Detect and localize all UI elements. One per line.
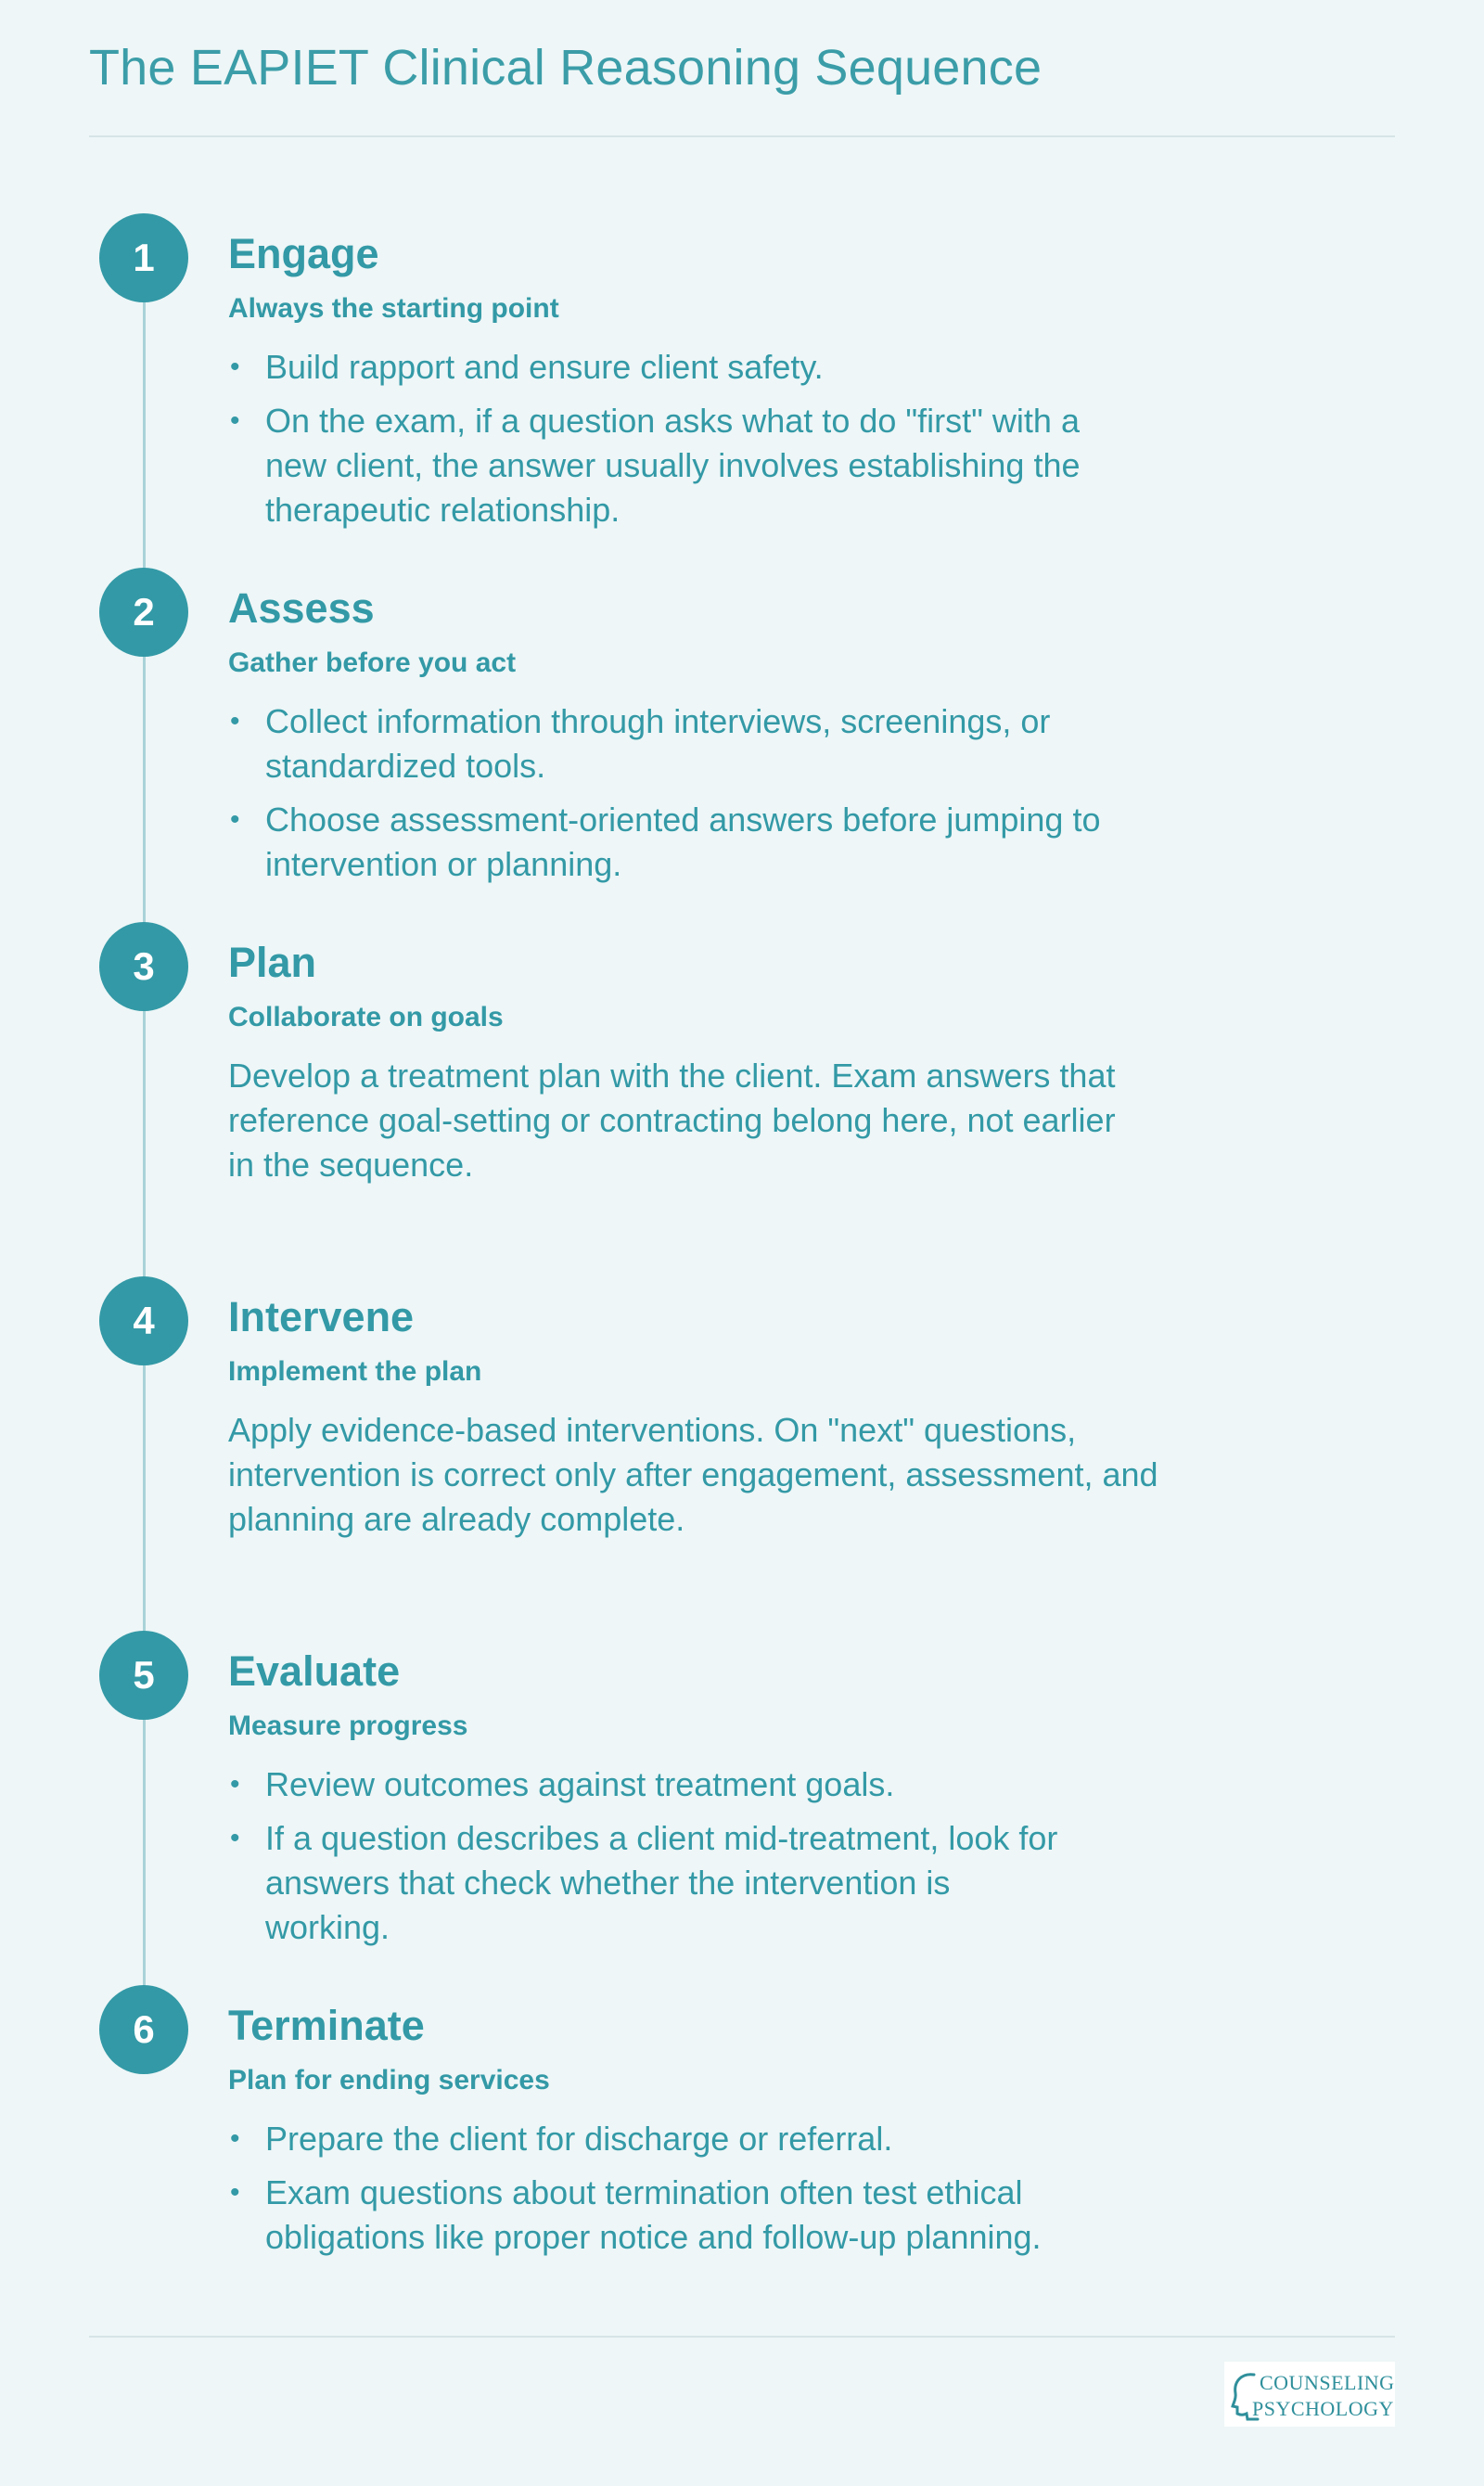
step-number-badge: 5 (99, 1631, 188, 1720)
step-subtitle: Gather before you act (228, 647, 517, 678)
step-subtitle: Measure progress (228, 1711, 468, 1741)
logo-text-line2: PSYCHOLOGY (1252, 2397, 1394, 2420)
step-body (228, 345, 1119, 542)
logo-text-line1: COUNSELING (1260, 2371, 1395, 2394)
bullet-list (228, 699, 1174, 887)
step-number-badge: 3 (99, 922, 188, 1011)
counseling-psychology-logo (1224, 2362, 1395, 2427)
step-body (228, 1054, 1119, 1187)
step-subtitle: Plan for ending services (228, 2065, 550, 2095)
bullet-list (228, 1762, 1063, 1950)
step-body (228, 699, 1174, 896)
bullet-item: • Review outcomes against treatment goals. (228, 1762, 1063, 1807)
step-number-badge: 1 (99, 213, 188, 302)
bullet-item: • On the exam, if a question asks what to do "first" with a new client, the answer usually involves establishing the therapeutic relationship. (228, 399, 1119, 532)
step-body (228, 1762, 1063, 1959)
step-title: Engage (228, 230, 379, 277)
step-number-badge: 4 (99, 1276, 188, 1365)
step-subtitle: Collaborate on goals (228, 1002, 504, 1032)
step-title: Evaluate (228, 1647, 401, 1695)
step-subtitle: Implement the plan (228, 1356, 482, 1387)
page-title: The EAPIET Clinical Reasoning Sequence (89, 40, 1043, 96)
step-body (228, 1408, 1165, 1542)
header-divider (89, 135, 1395, 137)
step-title: Plan (228, 939, 317, 986)
bullet-item: • Exam questions about termination often test ethical obligations like proper notice and follow-up planning. (228, 2171, 1119, 2260)
bullet-item: • Prepare the client for discharge or referral. (228, 2117, 1119, 2161)
bullet-item: • Choose assessment-oriented answers before jumping to intervention or planning. (228, 798, 1174, 887)
step-title: Intervene (228, 1293, 415, 1340)
bullet-item: • Collect information through interviews, screenings, or standardized tools. (228, 699, 1174, 788)
footer-divider (89, 2336, 1395, 2338)
step-paragraph: Apply evidence-based interventions. On "next" questions, intervention is correct only after engagement, assessment, and planning are already complete. (228, 1411, 1158, 1538)
step-subtitle: Always the starting point (228, 293, 559, 324)
timeline-line (143, 258, 146, 2030)
bullet-list (228, 345, 1119, 532)
bullet-item: • Build rapport and ensure client safety. (228, 345, 1119, 390)
step-body (228, 2117, 1119, 2269)
step-number-badge: 6 (99, 1985, 188, 2074)
step-number-badge: 2 (99, 568, 188, 657)
step-title: Terminate (228, 2002, 425, 2049)
step-paragraph: Develop a treatment plan with the client. Exam answers that reference goal-setting or contracting belong here, not earlier in the sequence. (228, 1057, 1116, 1184)
bullet-list (228, 2117, 1119, 2260)
step-title: Assess (228, 584, 375, 632)
bullet-item: • If a question describes a client mid-treatment, look for answers that check whether the intervention is working. (228, 1816, 1063, 1950)
